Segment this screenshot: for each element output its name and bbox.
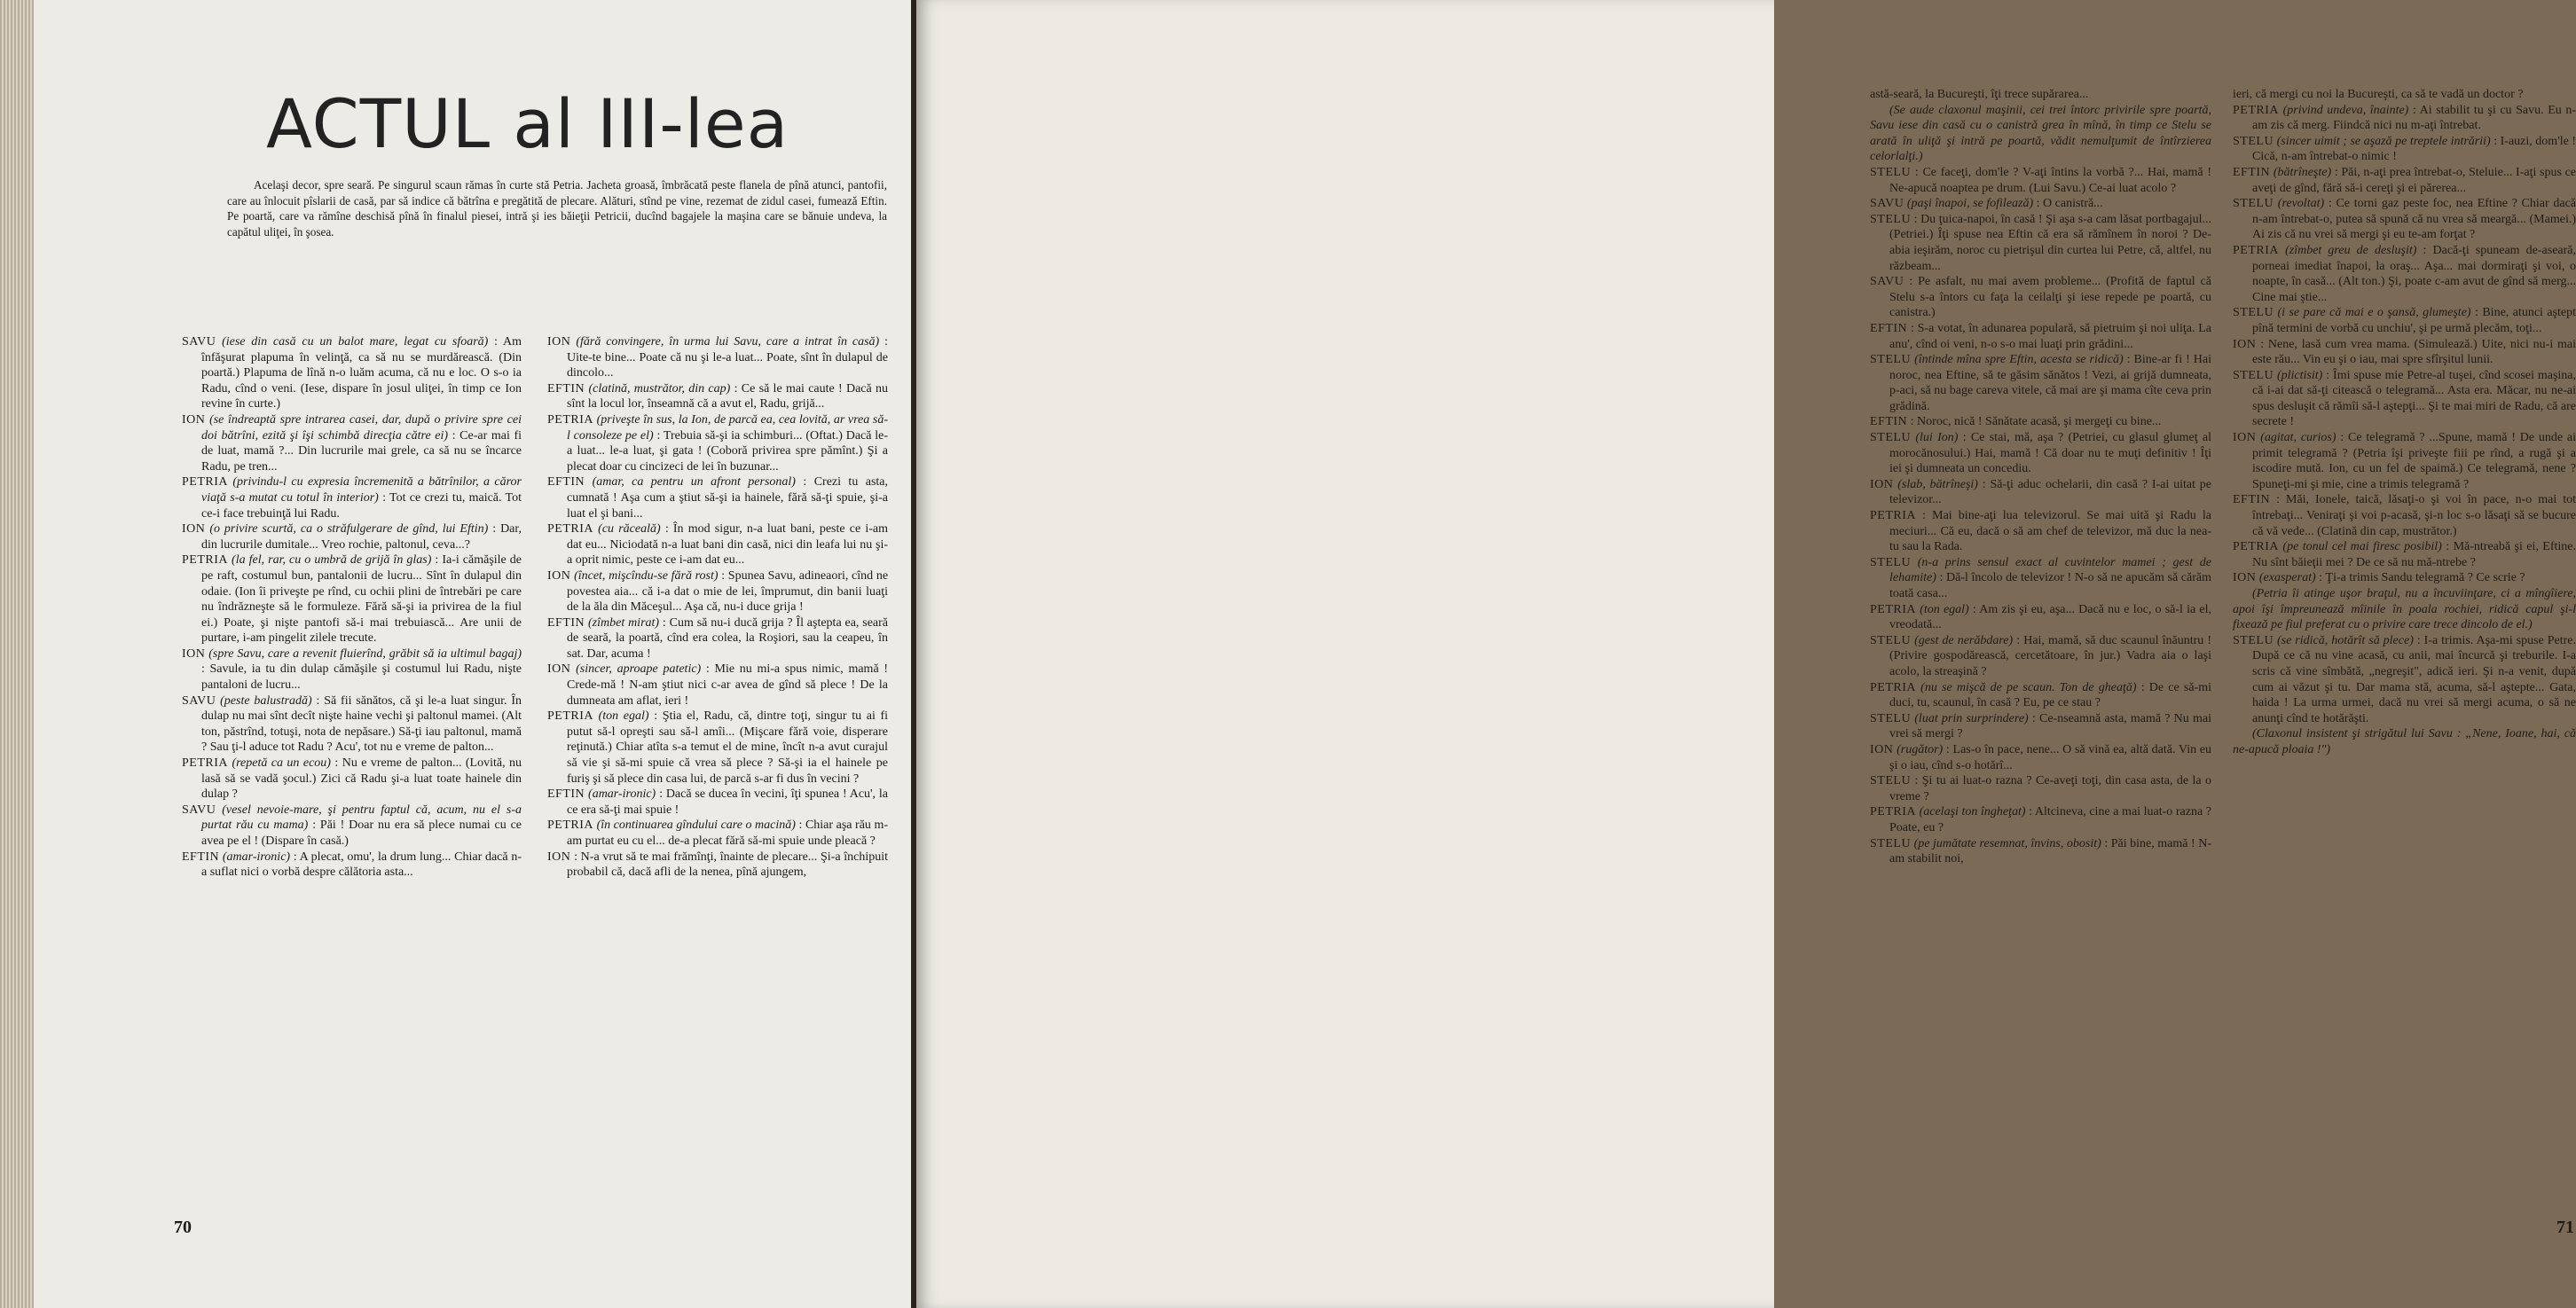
speaker-name: PETRIA: [547, 412, 593, 427]
speaker-name: PETRIA: [182, 553, 228, 568]
dialogue-line: [2233, 539, 2576, 570]
dialogue-line: [2233, 633, 2576, 727]
stage-intro: Acelaşi decor, spre seară. Pe singurul scaun rămas în curte stă Petria. Jacheta groasă, îmbrăcată peste flanela de pînă atunci, pantofii, care au înlocuit pîslarii de casă, par să indice că bătrîna e pregătită de plecare. Alături, stînd pe vine, rezemat de zidul casei, fumează Eftin. Pe poartă, care va rămîne deschisă pînă în finalul piesei, intră şi ies băieţii Petricii, ducînd bagajele la maşina care se bănuie undeva, la capătul uliţei, în şosea.: [227, 178, 887, 239]
dialogue-line: [1870, 430, 2211, 477]
dialogue-line: [1870, 602, 2211, 633]
dialogue-line: [1870, 508, 2211, 555]
line-text: : O canistră...: [2036, 197, 2103, 211]
line-text: : Dar, din lucrurile dumitale... Vreo rochie, paltonul, ceva...?: [201, 522, 522, 552]
speaker-name: SAVU: [1870, 275, 1905, 289]
dialogue-line: [2233, 165, 2576, 196]
speaker-direction: (plictisit): [2276, 368, 2323, 382]
dialogue-line: [1870, 804, 2211, 835]
speaker-name: EFTIN: [1870, 415, 1908, 429]
dialogue-line: [2233, 430, 2576, 492]
line-text: : Ce stai, mă, aşa ? (Petriei, cu glasul glumeţ al morocănosului.) Hai, mamă ! Că doar nu te muţi definitiv ! Îţi iei şi dumneata un concediu.: [1889, 431, 2212, 476]
left-page: [0, 0, 911, 1308]
line-text: : Păi, n-aţi prea întrebat-o, Steluie... I-aţi spus ce aveţi de gînd, fără să-i cereţi şi ei părerea...: [2252, 165, 2576, 195]
speaker-direction: (iese din casă cu un balot mare, legat cu sfoară): [222, 335, 489, 349]
dialogue-line: [1870, 212, 2211, 274]
speaker-direction: (spre Savu, care a revenit fluierînd, grăbit să ia ultimul bagaj): [208, 646, 522, 661]
speaker-direction: (clatină, mustrător, din cap): [588, 381, 731, 396]
speaker-direction: (cu răceală): [598, 522, 661, 537]
speaker-name: EFTIN: [547, 615, 585, 630]
speaker-name: STELU: [1870, 431, 1912, 445]
speaker-name: EFTIN: [547, 475, 585, 490]
dialogue-line: [1870, 321, 2211, 352]
line-text: : Am înfăşurat plapuma în velinţă, ca să nu se murdărească. (Din poartă.) Plapuma de lînă n-o luăm acuma, că nu e loc. O s-o ia Radu, cînd o veni. (Iese, dispare în josul uliţei, în timp ce Ion revine în curte.): [201, 335, 522, 411]
dialogue-line: [547, 818, 888, 849]
speaker-direction: (paşi înapoi, se fofilează): [1906, 197, 2034, 211]
line-text: : Nu e vreme de palton... (Lovită, nu lasă să se vadă şocul.) Zici că Radu şi-a luat toate hainele din dulap ?: [201, 756, 522, 802]
dialogue-line: [2233, 570, 2576, 586]
speaker-name: ION: [547, 335, 571, 349]
speaker-direction: (sincer uimit ; se aşază pe treptele intrării): [2276, 134, 2491, 148]
speaker-name: ION: [1870, 742, 1894, 756]
line-text: : Dacă se ducea în vecini, îţi spunea ! Acu', la ce era să-ţi mai spuie !: [567, 787, 889, 817]
act-title: ACTUL al III-lea: [266, 84, 789, 163]
dialogue-line: [547, 521, 888, 568]
line-text: : Ai stabilit tu şi cu Savu. Eu n-am zis că merg. Fiindcă nici nu m-aţi întrebat.: [2252, 103, 2576, 133]
speaker-name: EFTIN: [547, 787, 585, 802]
dialogue-line: [547, 381, 888, 412]
speaker-direction: (amar, ca pentru un afront personal): [592, 475, 796, 490]
speaker-name: ION: [2233, 571, 2257, 585]
speaker-direction: (zîmbet greu de desluşit): [2285, 243, 2417, 257]
dialogue-line: [2233, 87, 2576, 103]
line-text: : Tot ce crezi tu, maică. Tot ce-i face trebuinţă lui Radu.: [201, 490, 522, 521]
speaker-name: STELU: [2233, 633, 2274, 647]
dialogue-line: [547, 474, 888, 521]
speaker-name: STELU: [2233, 197, 2274, 211]
dialogue-line: [182, 756, 522, 803]
speaker-direction: (ton egal): [1920, 602, 1969, 616]
dialogue-line: [182, 693, 522, 756]
speaker-direction: (încet, mişcîndu-se fără rost): [574, 568, 719, 583]
line-text: : I-a trimis. Aşa-mi spuse Petre. După ce că nu vine acasă, cu anii, mai încurcă şi treburile. I-a scris că vine sîmbătă, „negreşit", adică ieri. Şi n-a venit, după cum ai văzut şi tu. Dar mama stă, acuma, să-l aştepte... Gata, haida ! La urma urmei, dacă nu vrei să mergi acuma, o să ne anunţi cînd te hotărăşti.: [2252, 633, 2576, 725]
speaker-name: SAVU: [1870, 197, 1905, 211]
dialogue-line: [182, 412, 522, 474]
line-text: : Măi, Ionele, taică, lăsaţi-o şi voi în pace, n-o mai tot întrebaţi... Veniraţi şi voi p-acasă, şi-n loc s-o lăsaţi să se bucure că vă vede... (Clatină din cap, mustrător.): [2252, 493, 2576, 538]
text-column-3: [1870, 87, 2211, 867]
line-text: astă-seară, la Bucureşti, îţi trece supărarea...: [1870, 88, 2089, 101]
line-text: : Păi ! Doar nu era să plece numai cu ce avea pe el ! (Dispare în casă.): [201, 818, 522, 848]
dialogue-line: [2233, 368, 2576, 430]
line-text: : Păi bine, mamă ! N-am stabilit noi,: [1889, 836, 2212, 866]
line-text: : Dă-l încolo de televizor ! N-o să ne apucăm să cărăm toată casa...: [1889, 571, 2211, 600]
dialogue-line: [2233, 134, 2576, 165]
line-text: : Nene, lasă cum vrea mama. (Simulează.) Uite, nici nu-i mai este rău... Vin eu şi o iau, mai spre sfîrşitul lunii.: [2252, 337, 2576, 367]
line-text: : Crezi tu asta, cumnată ! Aşa cum a ştiut să-şi ia hainele, fără să-ţi spuie, şi-a luat el şi bani...: [567, 475, 888, 521]
speaker-name: STELU: [1870, 633, 1912, 647]
dialogue-line: [2233, 243, 2576, 305]
page-number-right: 71: [2556, 1218, 2574, 1237]
line-text: : Ce să le mai caute ! Dacă nu sînt la locul lor, înseamnă că a avut el, Radu, grijă...: [567, 381, 889, 411]
speaker-direction: (luat prin surprindere): [1914, 711, 2029, 725]
line-text: : Hai, mamă, să duc scaunul înăuntru ! (Privire gospodărească, cercetătoare, în jur.) Vadra aia o laşi acolo, la streaşină ?: [1889, 633, 2211, 678]
line-text: : De ce să-mi duci, tu, scaunul, în casă ? Eu, pe ce stau ?: [1889, 680, 2212, 710]
line-text: : Ştia el, Radu, că, dintre toţi, singur tu ai fi putut să-l opreşti sau să-l amîi... (Mişcare fără voie, disperare reţinută.) Chiar atîta s-a temut el de mine, încît n-a avut curajul să vie şi să-mi spuie că vrea să plece ? Să-şi ia el hainele pe furiş şi să plece din casa lui, de parcă s-ar fi dus în vecini ?: [567, 709, 888, 786]
speaker-name: EFTIN: [2233, 165, 2271, 179]
speaker-direction: (întinde mîna spre Eftin, acesta se ridică): [1914, 353, 2124, 367]
dialogue-line: [182, 646, 522, 693]
right-page: [916, 0, 2576, 1308]
speaker-name: PETRIA: [182, 475, 228, 490]
line-text: : Ia-i cămăşile de pe raft, costumul bun, pantalonii de lucru... Sînt în dulapul din odaie. (Ion îi priveşte pe rînd, cu ochii plini de întrebări pe care nu îndrăzneşte să le formuleze. Fără să-şi ia privirea de la fiul ei.) Poate, şi nişte pantofi să-i mai trebuiască... Are unii de purtare, i-am pingelit zilele trecute.: [201, 553, 522, 646]
speaker-name: ION: [2233, 431, 2257, 445]
dialogue-line: [1870, 836, 2211, 867]
speaker-name: STELU: [1870, 353, 1912, 367]
speaker-name: PETRIA: [2233, 103, 2279, 117]
dialogue-line: [1870, 196, 2211, 212]
page-number-left: 70: [174, 1218, 192, 1237]
dialogue-line: [1870, 352, 2211, 414]
dialogue-line: [1870, 165, 2211, 196]
dialogue-line: [1870, 477, 2211, 508]
dialogue-line: [547, 568, 888, 615]
speaker-name: EFTIN: [547, 381, 585, 396]
speaker-name: ION: [547, 850, 571, 864]
speaker-name: EFTIN: [2233, 493, 2271, 507]
speaker-direction: (lui Ion): [1915, 431, 1959, 445]
line-text: : Spunea Savu, adineaori, cînd ne povestea aia... că i-a dat o mie de lei, împrumut, din banii luaţi de la ăla din Măceşul... Aşa că, nu-i duce grija !: [567, 568, 889, 615]
speaker-name: PETRIA: [547, 818, 593, 833]
dialogue-line: [2233, 103, 2576, 134]
speaker-direction: (vesel nevoie-mare, şi pentru faptul că, acum, nu el s-a purtat rău cu mama): [201, 803, 522, 833]
speaker-name: PETRIA: [1870, 602, 1916, 616]
speaker-direction: (pe jumătate resemnat, învins, obosit): [1913, 836, 2101, 850]
line-text: : Bine-ar fi ! Hai noroc, nea Eftine, să te găsim sănătos ! Vezi, ai grijă dumneata, p-aci, să nu bage careva vitele, că mai are şi mama cîte ceva prin grădină.: [1889, 353, 2212, 413]
speaker-name: STELU: [1870, 836, 1912, 850]
line-text: : Du ţuica-napoi, în casă ! Şi aşa s-a cam lăsat portbagajul... (Petriei.) Îţi spuse nea Eftin că era să rămînem în noroi ? De-abia ieşirăm, noroc cu pietrişul din curtea lui Petre, că, altfel, nu răzbeam...: [1889, 212, 2211, 273]
line-text: : Ce faceţi, dom'le ? V-aţi întins la vorbă ?... Hai, mamă ! Ne-apucă noaptea pe drum. (Lui Savu.) Ce-ai luat acolo ?: [1889, 165, 2212, 195]
dialogue-line: [2233, 492, 2576, 539]
dialogue-line: [182, 552, 522, 646]
dialogue-line: [182, 803, 522, 850]
dialogue-line: [182, 850, 522, 881]
dialogue-line: [547, 334, 888, 381]
line-text: : Îmi spuse mie Petre-al tuşei, cînd scosei maşina, că i-ai dat să-ţi citească o telegramă... Asta era. Măcar, nu ne-ai spus desluşit că rămîi să-l aştepţi... Şi te mai miri de Radu, că are secrete !: [2252, 368, 2576, 429]
speaker-name: ION: [547, 662, 571, 677]
text-column-2: [547, 334, 888, 881]
speaker-direction: (la fel, rar, cu o umbră de grijă în glas): [232, 553, 432, 568]
dialogue-line: [547, 709, 888, 787]
speaker-direction: (fără convingere, în urma lui Savu, care a intrat în casă): [576, 335, 880, 349]
speaker-direction: (revoltat): [2277, 197, 2325, 211]
line-text: : Ce-ar mai fi de luat, mamă ?... Din lucrurile mai grele, ca să nu se încarce Radu, pe tren...: [201, 428, 522, 474]
dialogue-line: [1870, 633, 2211, 680]
speaker-direction: (sincer, aproape patetic): [576, 662, 702, 677]
line-text: : Chiar aşa rău m-am purtat eu cu el... de-a plecat fără să-mi spuie unde pleacă ?: [567, 818, 889, 848]
line-text: : Las-o în pace, nene... O să vină ea, altă dată. Vin eu şi o iau, cînd s-o hotărî...: [1889, 742, 2211, 772]
dialogue-line: [2233, 196, 2576, 243]
speaker-name: ION: [182, 412, 206, 427]
speaker-direction: (peste balustradă): [220, 693, 312, 708]
speaker-direction: (se ridică, hotărît să plece): [2277, 633, 2414, 647]
line-text: : A plecat, omu', la drum lung... Chiar dacă n-a suflat nici o vorbă despre călătoria asta...: [201, 850, 522, 880]
dialogue-line: [1870, 773, 2211, 804]
speaker-direction: (repetă ca un ecou): [232, 756, 331, 771]
speaker-name: STELU: [2233, 368, 2274, 382]
speaker-name: PETRIA: [1870, 680, 1916, 694]
line-text: : Mă-ntreabă şi ei, Eftine. Nu sînt băieţii mei ? De ce să nu mă-ntrebe ?: [2252, 540, 2576, 569]
speaker-name: STELU: [1870, 774, 1912, 788]
speaker-direction: (priveşte în sus, la Ion, de parcă ea, cea lovită, ar vrea să-l consoleze pe el): [567, 412, 888, 443]
line-text: : Şi tu ai luat-o razna ? Ce-aveţi toţi, din casa asta, de la o vreme ?: [1889, 774, 2211, 803]
speaker-name: ION: [2233, 337, 2257, 351]
speaker-name: ION: [182, 522, 206, 537]
dialogue-line: [1870, 87, 2211, 103]
line-text: : Trebuia să-şi ia schimburi... (Oftat.) Dacă le-a luat... le-a luat, şi gata ! (Coboră privirea spre pămînt.) Şi a plecat doar cu cincizeci de lei în buzunar...: [567, 428, 889, 474]
stage-direction: (Claxonul insistent şi strigătul lui Savu : „Nene, Ioane, hai, că ne-apucă ploaia !"): [2233, 727, 2576, 756]
line-text: ieri, că mergi cu noi la Bucureşti, ca să te vadă un doctor ?: [2233, 88, 2524, 101]
dialogue-line: [1870, 711, 2211, 742]
speaker-direction: (rugător): [1897, 742, 1944, 756]
speaker-name: PETRIA: [2233, 243, 2279, 257]
speaker-direction: (o privire scurtă, ca o străfulgerare de gînd, lui Eftin): [209, 522, 489, 537]
line-text: : În mod sigur, n-a luat bani, peste ce i-am dat eu... Niciodată n-a luat bani din casă, nici din leafa lui nu şi-a oprit nimic, peste ce i-am dat eu...: [567, 522, 889, 568]
dialogue-line: [1870, 274, 2211, 321]
speaker-direction: (privind undeva, înainte): [2282, 103, 2409, 117]
speaker-direction: (nu se mişcă de pe scaun. Ton de gheaţă): [1920, 680, 2137, 694]
dialogue-line: [547, 615, 888, 662]
speaker-name: PETRIA: [1870, 805, 1916, 819]
speaker-direction: (exasperat): [2258, 571, 2316, 585]
line-text: : Altcineva, cine a mai luat-o razna ? Poate, eu ?: [1889, 805, 2211, 834]
line-text: : Ce-nseamnă asta, mamă ? Nu mai vrei să mergi ?: [1889, 711, 2211, 741]
dialogue-line: [547, 412, 888, 474]
stage-direction: (Se aude claxonul maşinii, cei trei întorc privirile spre poartă, Savu iese din casă cu o canistră grea în mînă, în timp ce Stelu se arată în uliţă şi intră pe poartă, vădit nemulţumit de întîrzierea celorlalţi.): [1870, 103, 2211, 164]
line-text: : Să fii sănătos, că şi le-a luat singur. În dulap nu mai sînt decît nişte haine vechi şi paltonul mamei. (Alt ton, păstrînd, totuşi, nota de nepăsare.) Să-ţi iau paltonul, mamă ? Sau ţi-l aduce tot Radu ? Acu', tot nu e vreme de palton...: [201, 693, 522, 755]
line-text: : Bine, atunci aştept pînă termini de vorbă cu unchiu', şi pe urmă plecăm, toţi...: [2252, 306, 2576, 335]
speaker-name: STELU: [1870, 711, 1912, 725]
speaker-direction: (se îndreaptă spre intrarea casei, dar, după o privire spre cei doi bătrîni, ezită şi îşi schimbă direcţia către ei): [201, 412, 522, 443]
line-text: : Ce telegramă ? ...Spune, mamă ! De unde ai primit telegramă ? (Petria îşi priveşte fiii pe rînd, a rugă şi a iscodire mută. Ion, cu un fel de spaimă.) Ce telegramă, nene ? Spuneţi-mi şi mie, cine a trimis telegramă ?: [2252, 431, 2576, 491]
speaker-name: SAVU: [182, 335, 216, 349]
line-text: : Savule, ia tu din dulap cămăşile şi costumul lui Radu, nişte pantaloni de lucru...: [201, 662, 522, 693]
speaker-name: STELU: [2233, 134, 2274, 148]
speaker-direction: (privindu-l cu expresia încremenită a bătrînilor, a căror viaţă s-a mutat cu totul în interior): [201, 475, 522, 505]
speaker-name: ION: [182, 646, 206, 661]
text-column-1: [182, 334, 522, 881]
line-text: : Să-ţi aduc ochelarii, din casă ? I-ai uitat pe televizor...: [1889, 477, 2211, 507]
speaker-direction: (amar-ironic): [588, 787, 656, 802]
line-text: : S-a votat, în adunarea populară, să pietruim şi noi uliţa. La anu', cînd oi veni, n-o s-o mai luaţi prin grădini...: [1889, 321, 2212, 351]
line-text: : N-a vrut să te mai frămînţi, înainte de plecare... Şi-a închipuit probabil că, dacă afli de la nenea, pînă ajungem,: [567, 850, 889, 880]
speaker-direction: (n-a prins sensul exact al cuvintelor mamei ; gest de lehamite): [1889, 555, 2212, 585]
speaker-name: ION: [547, 568, 571, 583]
speaker-direction: (amar-ironic): [222, 850, 291, 864]
line-text: : Dacă-ţi spuneam de-aseară, porneai imediat înapoi, la oraş... Aşa... mai dormiraţi şi voi, o noapte, în casă... (Alt ton.) Şi, poate c-am avut de gînd să merg... Cine mai ştie...: [2252, 243, 2576, 304]
speaker-direction: (acelaşi ton îngheţat): [1919, 805, 2026, 819]
dialogue-line: [547, 787, 888, 818]
dialogue-line: [547, 662, 888, 709]
line-text: : Ţi-a trimis Sandu telegramă ? Ce scrie ?: [2319, 571, 2525, 585]
speaker-name: PETRIA: [547, 522, 593, 537]
dialogue-line: [1870, 414, 2211, 430]
line-text: : Mai bine-aţi lua televizorul. Se mai uită şi Radu la meciuri... Că eu, dacă o să am chef de televizor, mă duc la nea-tu sau la Rada.: [1889, 509, 2211, 554]
speaker-name: EFTIN: [1870, 321, 1908, 335]
text-column-4: [2233, 87, 2576, 758]
line-text: : Ce torni gaz peste foc, nea Eftine ? Chiar dacă n-am întrebat-o, putea să spună că nu vrea să meargă... (Mamei.) Ai zis că nu vrei să mergi şi eu te-am forţat ?: [2252, 197, 2576, 242]
dialogue-line: [1870, 742, 2211, 773]
speaker-name: ION: [1870, 477, 1894, 491]
speaker-name: PETRIA: [547, 709, 593, 724]
dialogue-line: [1870, 680, 2211, 711]
speaker-name: SAVU: [182, 803, 216, 817]
speaker-name: STELU: [2233, 306, 2274, 320]
speaker-direction: (în continuarea gîndului care o macină): [596, 818, 796, 833]
line-text: : Noroc, nică ! Sănătate acasă, şi mergeţi cu bine...: [1910, 415, 2162, 429]
page-edges: [0, 0, 34, 1308]
speaker-direction: (gest de nerăbdare): [1914, 633, 2014, 647]
speaker-direction: (pe tonul cel mai firesc posibil): [2282, 540, 2442, 554]
line-text: : Cum să nu-i ducă grija ? Îl aştepta ea, seară de seară, la poartă, cînd era colea, la Roşiori, sau la ceapeu, în sat. Dar, acuma !: [567, 615, 889, 661]
speaker-name: EFTIN: [182, 850, 220, 864]
speaker-name: STELU: [1870, 212, 1912, 226]
dialogue-line: [182, 334, 522, 412]
dialogue-line: [182, 521, 522, 552]
dialogue-line: [2233, 337, 2576, 368]
speaker-name: PETRIA: [1870, 509, 1916, 523]
stage-direction: (Petria îi atinge uşor braţul, nu a încuviinţare, ci a mîngîiere, apoi îşi împreunează mîinile în poala rochiei, ridică capul şi-l fixează pe fiul preferat cu o privire care trece dincolo de el.): [2233, 587, 2576, 632]
line-text: : Pe asfalt, nu mai avem probleme... (Profită de faptul că Stelu s-a întors cu faţa la ceilalţi şi iese repede pe poartă, cu canistra.): [1889, 275, 2212, 320]
speaker-direction: (ton egal): [598, 709, 649, 724]
speaker-name: PETRIA: [182, 756, 228, 771]
line-text: : I-auzi, dom'le ! Cică, n-am întrebat-o nimic !: [2252, 134, 2576, 164]
dialogue-line: [1870, 555, 2211, 602]
speaker-direction: (bătrîneşte): [2273, 165, 2332, 179]
speaker-direction: (i se pare că mai e o şansă, glumeşte): [2277, 306, 2471, 320]
line-text: : Uite-te bine... Poate că nu şi le-a luat... Poate, sînt în dulapul de dincolo...: [567, 335, 889, 380]
speaker-name: STELU: [1870, 555, 1912, 569]
dialogue-line: [182, 474, 522, 521]
dialogue-line: [2233, 305, 2576, 336]
dialogue-line: [547, 850, 888, 881]
speaker-name: PETRIA: [2233, 540, 2279, 554]
line-text: : Mie nu mi-a spus nimic, mamă ! Crede-mă ! N-am ştiut nici c-ar avea de gînd să plece ! De la dumneata am aflat, ieri !: [567, 662, 889, 708]
speaker-name: STELU: [1870, 165, 1912, 179]
speaker-name: SAVU: [182, 693, 216, 708]
line-text: : Am zis şi eu, aşa... Dacă nu e loc, o să-l ia el, vreodată...: [1889, 602, 2212, 632]
speaker-direction: (zîmbet mirat): [588, 615, 660, 630]
speaker-direction: (slab, bătrîneşi): [1897, 477, 1978, 491]
speaker-direction: (agitat, curios): [2260, 431, 2336, 445]
